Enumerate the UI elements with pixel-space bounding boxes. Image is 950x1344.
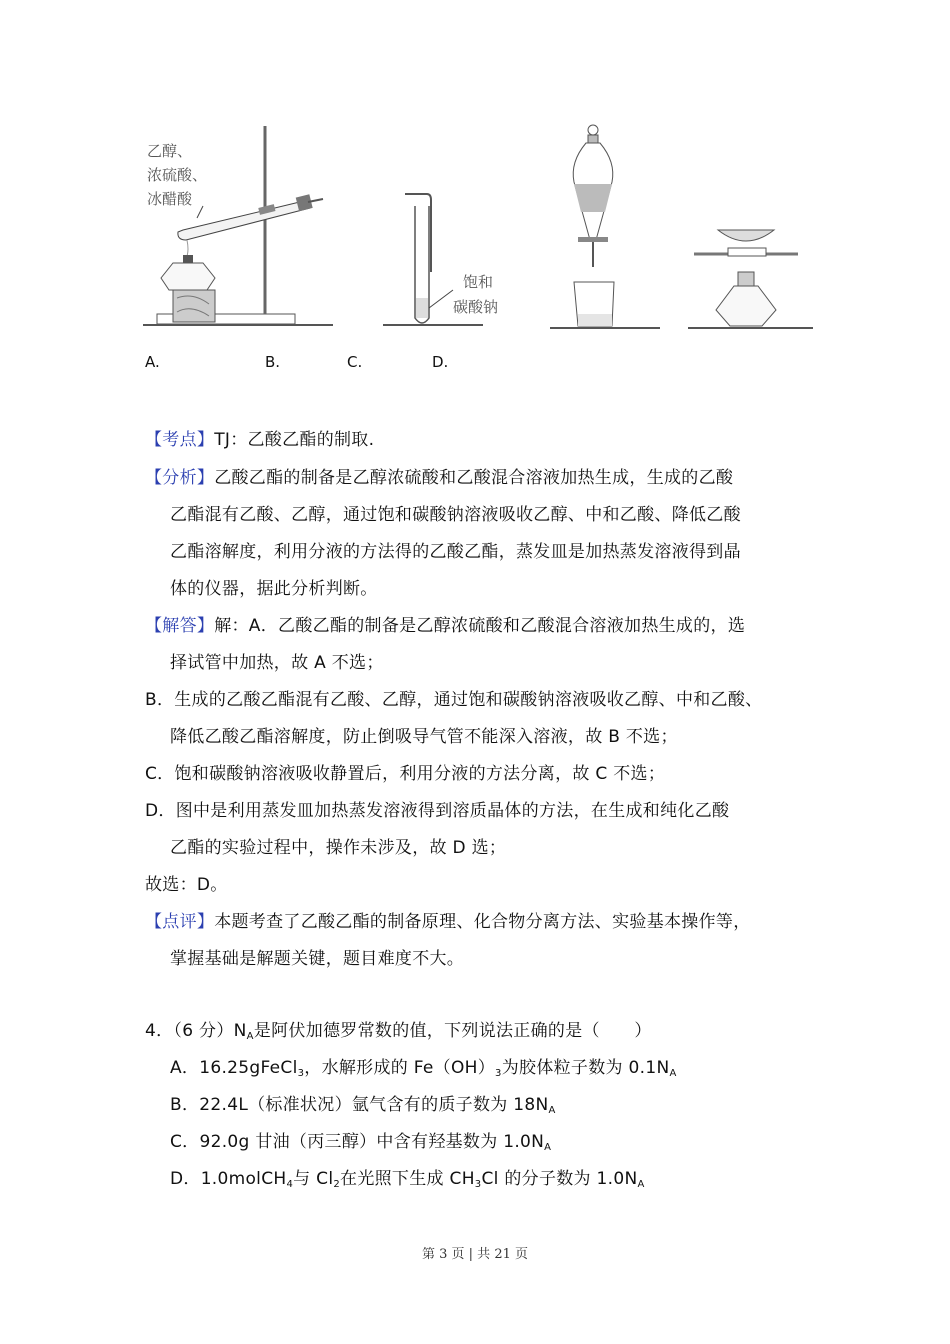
jieda-line-3: 降低乙酸乙酯溶解度，防止倒吸导气管不能深入溶液，故 B 不选； [170, 727, 678, 747]
q4c-s1: A [544, 1142, 552, 1153]
q4d-p3: 在光照下生成 CH [340, 1169, 475, 1189]
question-4-stem [145, 1016, 652, 1042]
figure-option-d: D. [432, 353, 449, 371]
jieda-line-0 [145, 611, 745, 636]
jieda-line-4: C．饱和碳酸钠溶液吸收静置后，利用分液的方法分离，故 C 不选； [145, 764, 666, 784]
dianping-line-1: 掌握基础是解题关键，题目难度不大。 [170, 949, 465, 969]
q4a-p1: A．16.25gFeCl [170, 1058, 298, 1078]
figure-a-label-2: 浓硫酸、 [147, 166, 208, 184]
jieda-line-6: 乙酯的实验过程中，操作未涉及，故 D 选； [170, 838, 507, 858]
figure-b-label-1: 饱和 [463, 273, 494, 291]
page-footer: 第 3 页 | 共 21 页 [422, 1247, 528, 1262]
fenxi-tag: 【分析】 [145, 468, 215, 488]
kaodian-text: TJ：乙酸乙酯的制取. [214, 430, 375, 450]
question-4-option-c [170, 1127, 551, 1153]
question-4-option-b [170, 1090, 556, 1116]
jieda-tag: 【解答】 [145, 616, 215, 636]
question-4-option-a [170, 1053, 677, 1079]
fenxi-line-2: 乙酯溶解度，利用分液的方法得的乙酸乙酯，蒸发皿是加热蒸发溶液得到晶 [170, 542, 741, 562]
dianping-tag: 【点评】 [145, 912, 215, 932]
fenxi-line-0 [145, 463, 733, 488]
figure-option-c: C. [347, 353, 363, 371]
q4a-p3: 为胶体粒子数为 0.1N [501, 1058, 670, 1078]
q4b-p1: B．22.4L（标准状况）氩气含有的质子数为 18N [170, 1095, 549, 1115]
q4d-p4: Cl 的分子数为 1.0N [481, 1169, 638, 1189]
kaodian-line [145, 425, 374, 450]
q4d-s4: A [637, 1179, 645, 1190]
kaodian-tag: 【考点】 [145, 430, 215, 450]
fenxi-text-0: 乙酸乙酯的制备是乙醇浓硫酸和乙酸混合溶液加热生成，生成的乙酸 [214, 468, 734, 488]
q4-stem-prefix: 4．（6 分）N [145, 1021, 247, 1041]
q4d-s2: 2 [333, 1179, 341, 1190]
q4d-s3: 3 [474, 1179, 482, 1190]
figure-option-a: A. [145, 353, 160, 371]
figure-option-b: B. [265, 353, 281, 371]
q4a-s1: 3 [297, 1068, 305, 1079]
figure-a-heating-apparatus [143, 122, 333, 332]
figure-a-label-3: 冰醋酸 [147, 190, 193, 208]
q4d-s1: 4 [286, 1179, 294, 1190]
jieda-text-0: 解：A．乙酸乙酯的制备是乙醇浓硫酸和乙酸混合溶液加热生成的，选 [214, 616, 746, 636]
q4b-s1: A [548, 1105, 556, 1116]
figure-b-test-tube [383, 122, 523, 332]
dianping-text-0: 本题考查了乙酸乙酯的制备原理、化合物分离方法、实验基本操作等， [214, 912, 751, 932]
q4-stem-suffix: 是阿伏加德罗常数的值，下列说法正确的是（ ） [253, 1021, 652, 1041]
fenxi-line-3: 体的仪器，据此分析判断。 [170, 579, 378, 599]
q4a-s3: A [669, 1068, 677, 1079]
jieda-line-2: B．生成的乙酸乙酯混有乙酸、乙醇，通过饱和碳酸钠溶液吸收乙醇、中和乙酸、 [145, 690, 763, 710]
q4d-p1: D．1.0molCH [170, 1169, 287, 1189]
jieda-line-1: 择试管中加热，故 A 不选； [170, 653, 384, 673]
fenxi-line-1: 乙酯混有乙酸、乙醇，通过饱和碳酸钠溶液吸收乙醇、中和乙酸、降低乙酸 [170, 505, 741, 525]
q4c-p1: C．92.0g 甘油（丙三醇）中含有羟基数为 1.0N [170, 1132, 545, 1152]
figure-a-label-1: 乙醇、 [147, 142, 193, 160]
q4-stem-sub: A [246, 1031, 254, 1042]
dianping-line-0 [145, 907, 751, 932]
question-4-option-d [170, 1164, 645, 1190]
figure-c-separatory-funnel [550, 122, 660, 332]
jieda-line-5: D．图中是利用蒸发皿加热蒸发溶液得到溶质晶体的方法，在生成和纯化乙酸 [145, 801, 730, 821]
q4d-p2: 与 Cl [293, 1169, 334, 1189]
figure-b-label-2: 碳酸钠 [453, 298, 499, 316]
apparatus-figures [143, 122, 843, 332]
q4a-s2: 3 [495, 1068, 502, 1079]
figure-d-evaporating-dish [688, 122, 843, 332]
jieda-line-7: 故选：D。 [145, 875, 228, 895]
q4a-p2: ，水解形成的 Fe（OH） [304, 1058, 496, 1078]
